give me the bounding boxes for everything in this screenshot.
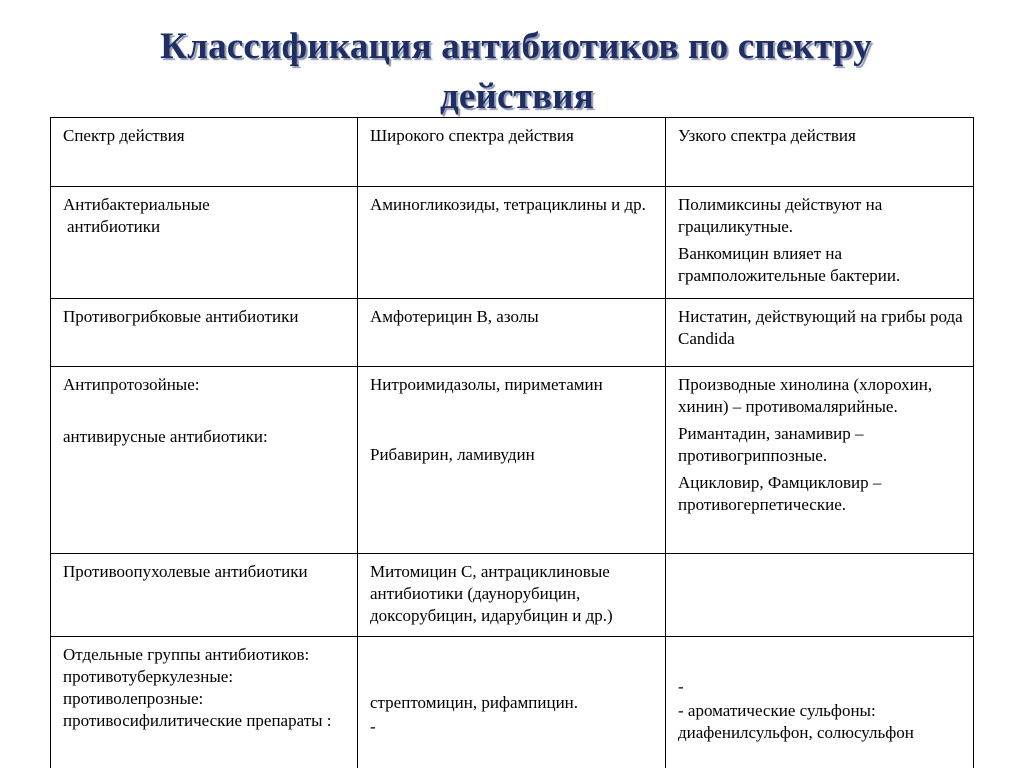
header-cell-narrow — [666, 118, 974, 187]
other-label-text-4: противосифилитические препараты : — [63, 711, 332, 730]
antiprotozoal-narrow-text-2: Римантадин, занамивир – противогриппозные. — [678, 424, 864, 465]
classification-table — [50, 117, 974, 768]
antibacterial-narrow-text-1: Полимиксины действуют на грациликутные. — [678, 195, 883, 236]
antiviral-label-text: антивирусные антибиотики: — [63, 427, 268, 446]
cell-antifungal-narrow — [666, 299, 974, 367]
table-row — [51, 554, 974, 637]
other-broad-text-1: стрептомицин, рифампицин. — [370, 693, 579, 712]
cell-other-label — [51, 637, 358, 768]
cell-antifungal-label — [51, 299, 358, 367]
antibacterial-broad-text: Аминогликозиды, тетрациклины и др. — [370, 195, 646, 214]
cell-antibacterial-narrow — [666, 187, 974, 299]
antibacterial-narrow-text-2: Ванкомицин влияет на грамположительные бактерии. — [678, 244, 901, 285]
cell-antiprotozoal-broad — [358, 367, 666, 554]
header-cell-spectrum — [51, 118, 358, 187]
table-row — [51, 187, 974, 299]
antiviral-broad-text: Рибавирин, ламивудин — [370, 445, 535, 464]
header-broad-text: Широкого спектра действия — [370, 126, 574, 145]
antifungal-label-text: Противогрибковые антибиотики — [63, 307, 299, 326]
table-row — [51, 299, 974, 367]
antiprotozoal-narrow-text-3: Ацикловир, Фамцикловир – противогерпетические. — [678, 473, 882, 514]
antifungal-narrow-text: Нистатин, действующий на грибы рода Candida — [678, 307, 963, 348]
antitumor-broad-text: Митомицин С, антрациклиновые антибиотики (даунорубицин, доксорубицин, идарубицин и др.) — [370, 562, 613, 625]
cell-antibacterial-broad — [358, 187, 666, 299]
header-spectrum-text: Спектр действия — [63, 126, 185, 145]
other-narrow-text-1: - — [678, 677, 684, 696]
antifungal-broad-text: Амфотерицин В, азолы — [370, 307, 539, 326]
title-line-1: Классификация антибиотиков по спектру — [160, 26, 872, 67]
table-row — [51, 367, 974, 554]
other-narrow-text-2: - ароматические сульфоны: диафенилсульфон, солюсульфон — [678, 701, 914, 742]
table-header-row — [51, 118, 974, 187]
antiprotozoal-label-text: Антипротозойные: — [63, 375, 200, 394]
antibacterial-label-line-1: Антибактериальные — [63, 195, 210, 214]
antibacterial-label-line-2: антибиотики — [67, 217, 161, 236]
cell-antifungal-broad — [358, 299, 666, 367]
other-label-text-1: Отдельные группы антибиотиков: — [63, 645, 310, 664]
cell-antitumor-broad — [358, 554, 666, 637]
cell-other-narrow — [666, 637, 974, 768]
antiprotozoal-broad-text: Нитроимидазолы, пириметамин — [370, 375, 603, 394]
cell-antitumor-label — [51, 554, 358, 637]
other-label-text-3: противолепрозные: — [63, 689, 204, 708]
antitumor-label-text: Противоопухолевые антибиотики — [63, 562, 308, 581]
antiprotozoal-narrow-text-1: Производные хинолина (хлорохин, хинин) – противомалярийные. — [678, 375, 933, 416]
other-broad-text-2: - — [370, 717, 376, 736]
slide-title — [0, 22, 1024, 122]
title-line-2: действия — [440, 76, 594, 117]
cell-antitumor-narrow — [666, 554, 974, 637]
cell-antiprotozoal-narrow — [666, 367, 974, 554]
header-narrow-text: Узкого спектра действия — [678, 126, 856, 145]
cell-antiprotozoal-label — [51, 367, 358, 554]
cell-antibacterial-label — [51, 187, 358, 299]
header-cell-broad — [358, 118, 666, 187]
cell-other-broad — [358, 637, 666, 768]
table-row — [51, 637, 974, 768]
other-label-text-2: противотуберкулезные: — [63, 667, 234, 686]
